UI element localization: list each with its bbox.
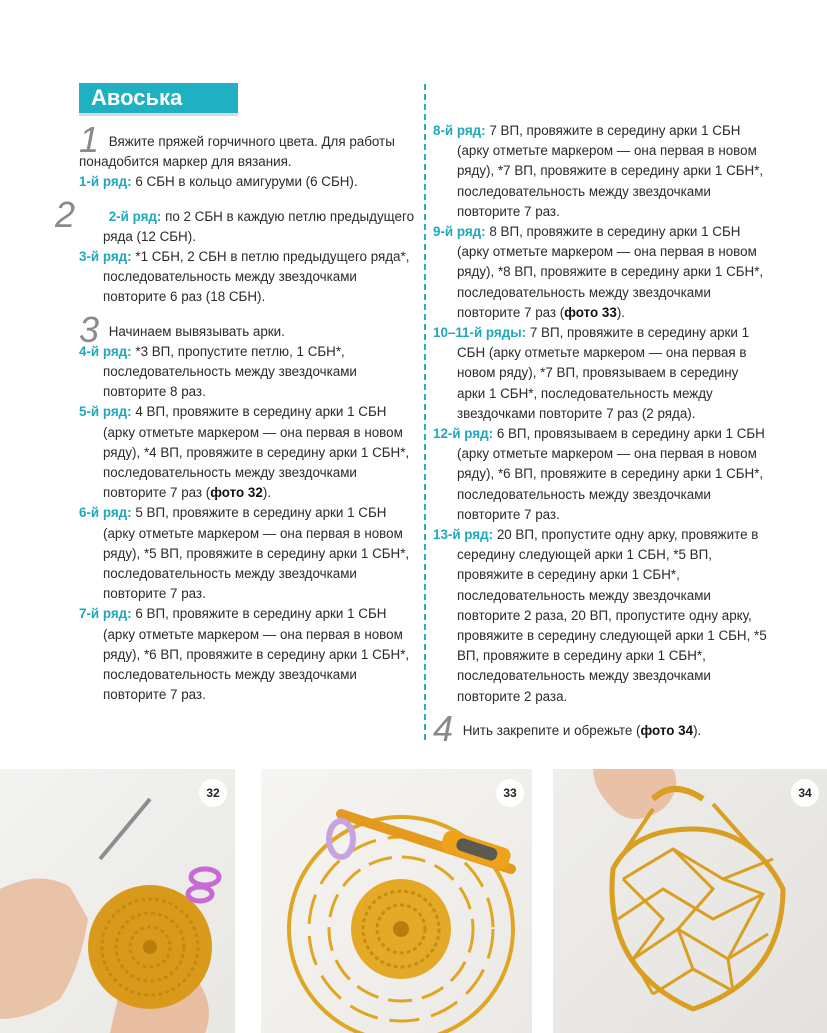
section-title-bar (79, 83, 238, 113)
row-label: 2-й ряд: (108, 208, 162, 224)
row-text: 6 ВП, провязываем в середину арки 1 СБН (арку отметьте маркером — она первая в новом ряду), *6 ВП, провяжите в середину арки 1 СБН*, последовательность между звездочками повторите 7 раз. (457, 426, 765, 522)
row-text: 6 ВП, провяжите в середину арки 1 СБН (арку отметьте маркером — она первая в новом ряду), *6 ВП, провяжите в середину арки 1 СБН*, последовательность между звездочками повторите 7 раз. (103, 606, 410, 703)
left-column (55, 119, 415, 705)
row-label: 12-й ряд: (433, 426, 494, 442)
row-label: 10–11-й ряды: (433, 325, 527, 341)
row-8 (433, 121, 769, 222)
column-divider (424, 84, 426, 740)
step-number: 2 (55, 193, 76, 235)
row-label: 5-й ряд: (79, 404, 132, 420)
row-3 (79, 247, 414, 308)
photo-number-badge: 32 (199, 779, 227, 807)
row-label: 13-й ряд: (433, 527, 494, 543)
row-4 (79, 342, 414, 403)
photo-32 (0, 769, 235, 1033)
row-text-end: ). (616, 304, 626, 320)
row-label: 1-й ряд: (79, 174, 132, 190)
photo-number-badge: 33 (496, 779, 524, 807)
photo-ref: фото 34 (640, 722, 694, 738)
step-4 (433, 707, 769, 749)
row-label: 9-й ряд: (433, 224, 486, 240)
row-text: 4 ВП, провяжите в середину арки 1 СБН (арку отметьте маркером — она первая в новом ряду), *4 ВП, провяжите в середину арки 1 СБН*, последовательность между звездочками повторите 7 раз ( (103, 404, 410, 501)
row-text: *1 СБН, 2 СБН в петлю предыдущего ряда*, последовательность между звездочками повторите 6 раз (18 СБН). (103, 249, 410, 305)
row-text: 20 ВП, пропустите одну арку, провяжите в середину следующей арки 1 СБН, *5 ВП, провяжите в середину арки 1 СБН*, последовательность между звездочками повторите 2 раза, 20 ВП, пропустите одну арку, провяжите в середину следующей арки 1 СБН, *5 ВП, провяжите в середину арки 1 СБН*, последовательность между звездочками повторите 2 раза. (457, 527, 767, 704)
step-3 (79, 308, 414, 350)
row-text: по 2 СБН в каждую петлю предыдущего ряда (12 СБН). (103, 208, 415, 244)
photo-34 (553, 769, 827, 1033)
row-label: 6-й ряд: (79, 505, 132, 521)
step-text-end: ). (693, 722, 702, 738)
row-text: 5 ВП, провяжите в середину арки 1 СБН (арку отметьте маркером — она первая в новом ряду), *5 ВП, провяжите в середину арки 1 СБН*, последовательность между звездочками повторите 7 раз. (103, 505, 410, 602)
row-5 (79, 402, 414, 503)
row-6 (79, 503, 414, 604)
row-label: 7-й ряд: (79, 606, 132, 622)
step-number: 3 (79, 308, 100, 350)
finished-bag-image (553, 769, 827, 1033)
step-text: Нить закрепите и обрежьте ( (462, 722, 641, 738)
photo-number-badge: 34 (791, 779, 819, 807)
photo-ref: фото 33 (564, 304, 617, 320)
row-text: 8 ВП, провяжите в середину арки 1 СБН (арку отметьте маркером — она первая в новом ряду), *8 ВП, провяжите в середину арки 1 СБН*, последовательность между звездочками повторите 7 раз ( (457, 224, 764, 320)
row-label: 4-й ряд: (79, 343, 132, 359)
row-text: *3 ВП, пропустите петлю, 1 СБН*, последовательность между звездочками повторите 8 раз. (103, 343, 357, 400)
row-10-11 (433, 323, 769, 424)
row-12 (433, 424, 769, 525)
row-label: 3-й ряд: (79, 249, 132, 265)
row-9 (433, 222, 769, 323)
section-title: Авоська (91, 85, 183, 110)
right-column (433, 121, 769, 749)
crochet-circle-image (0, 769, 235, 1033)
step-number: 4 (433, 707, 454, 749)
row-7 (79, 604, 414, 705)
row-text-end: ). (262, 485, 272, 501)
photo-33 (261, 769, 532, 1033)
row-1 (79, 172, 414, 192)
photo-ref: фото 32 (210, 485, 263, 501)
step-1 (79, 119, 414, 172)
step-text: Начинаем вывязывать арки. (108, 323, 285, 339)
row-label: 8-й ряд: (433, 123, 486, 138)
row-13 (433, 525, 769, 707)
row-text: 6 СБН в кольцо амигуруми (6 СБН). (131, 174, 358, 190)
row-text: 7 ВП, провяжите в середину арки 1 СБН (арку отметьте маркером — она первая в новом ряду), *7 ВП, провяжите в середину арки 1 СБН*, последовательность между звездочками повторите 7 раз. (457, 123, 764, 219)
step-number: 1 (79, 119, 100, 160)
row-text: 7 ВП, провяжите в середину арки 1 СБН (арку отметьте маркером — она первая в новом ряду), *7 ВП, провязываем в середину арки 1 СБН*, последовательность между звездочками повторите 7 раз (2 ряда). (457, 325, 750, 421)
crochet-net-image (261, 769, 532, 1033)
step-text: Вяжите пряжей горчичного цвета. Для работы понадобится маркер для вязания. (79, 134, 395, 170)
row-2 (55, 193, 415, 247)
